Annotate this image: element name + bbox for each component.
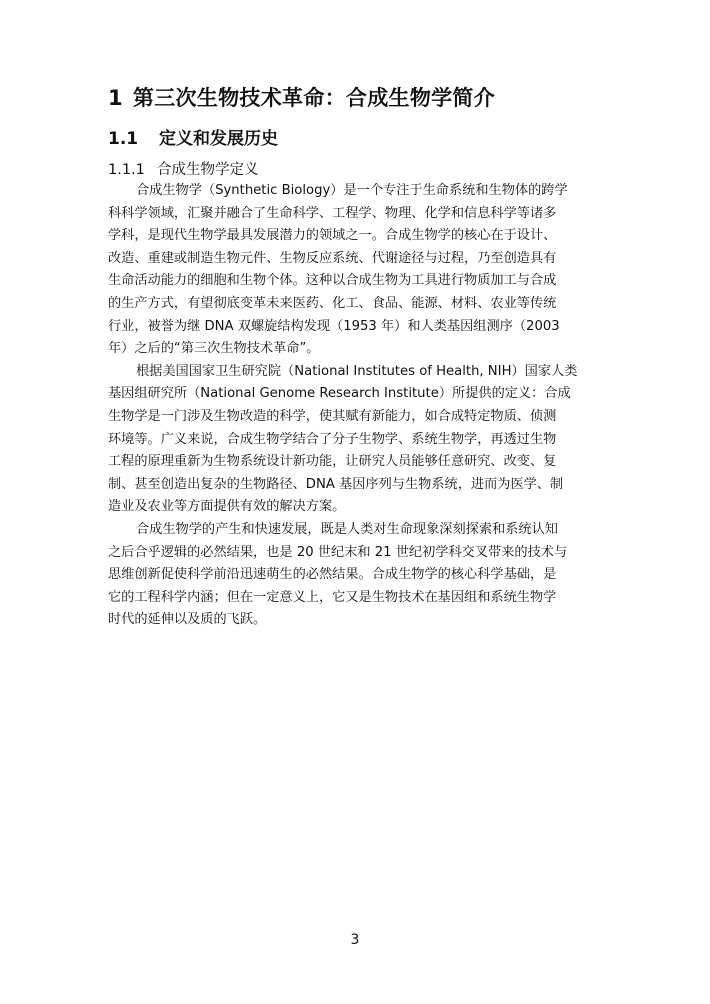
text-line: 造业及农业等方面提供有效的解决方案。 [108,499,346,515]
text-line: 环境等。广义来说，合成生物学结合了分子生物学、系统生物学，再透过生物 [108,431,557,447]
text-line: 生命活动能力的细胞和生物个体。这种以合成生物为工具进行物质加工与合成 [108,273,557,289]
text-line: 制、甚至创造出复杂的生物路径、DNA 基因序列与生物系统，进而为医学、制 [108,476,564,492]
text-line: 基因组研究所（National Genome Research Institute）所提供的定义：合成 [108,386,571,402]
section-number: 1.1 [108,129,139,149]
text-line: 改造、重建或制造生物元件、生物反应系统、代谢途径与过程，乃至创造具有 [108,250,557,266]
text-line: 生物学是一门涉及生物改造的科学，使其赋有新能力，如合成特定物质、侦测 [108,408,557,424]
body-text [108,180,600,632]
section-title: 定义和发展历史 [159,129,278,149]
chapter-number: 1 [108,86,123,110]
text-line: 合成生物学（Synthetic Biology）是一个专注于生命系统和生物体的跨学 [136,183,568,198]
paragraph [108,361,600,519]
text-line: 时代的延伸以及质的飞跃。 [108,612,267,628]
text-line: 科科学领域，汇聚并融合了生命科学、工程学、物理、化学和信息科学等诸多 [108,205,557,221]
subsection-title: 合成生物学定义 [157,162,259,178]
text-line: 根据美国国家卫生研究院（National Institutes of Health, NIH）国家人类 [136,363,578,379]
page-number: 3 [350,932,360,948]
text-line: 思维创新促使科学前沿迅速萌生的必然结果。合成生物学的核心科学基础，是 [108,567,557,583]
text-line: 学科，是现代生物学最具发展潜力的领域之一。合成生物学的核心在于设计、 [108,228,557,244]
text-line: 年）之后的“第三次生物技术革命”。 [108,341,320,357]
text-line: 的生产方式，有望彻底变革未来医药、化工、食品、能源、材料、农业等传统 [108,295,557,311]
chapter-title: 第三次生物技术革命：合成生物学简介 [132,86,496,110]
text-line: 行业，被誉为继 DNA 双螺旋结构发现（1953 年）和人类基因组测序（2003 [108,318,560,334]
text-line: 合成生物学的产生和快速发展，既是人类对生命现象深刻探索和系统认知 [136,521,558,537]
subsection-number: 1.1.1 [108,162,145,178]
subsection-heading [108,159,259,181]
text-line: 之后合乎逻辑的必然结果，也是 20 世纪末和 21 世纪初学科交叉带来的技术与 [108,544,568,560]
paragraph [108,519,600,632]
chapter-heading [108,82,628,114]
paragraph [108,180,600,361]
text-line: 它的工程科学内涵；但在一定意义上，它又是生物技术在基因组和系统生物学 [108,589,557,605]
section-heading [108,126,278,152]
text-line: 工程的原理重新为生物系统设计新功能，让研究人员能够任意研究、改变、复 [108,454,557,470]
